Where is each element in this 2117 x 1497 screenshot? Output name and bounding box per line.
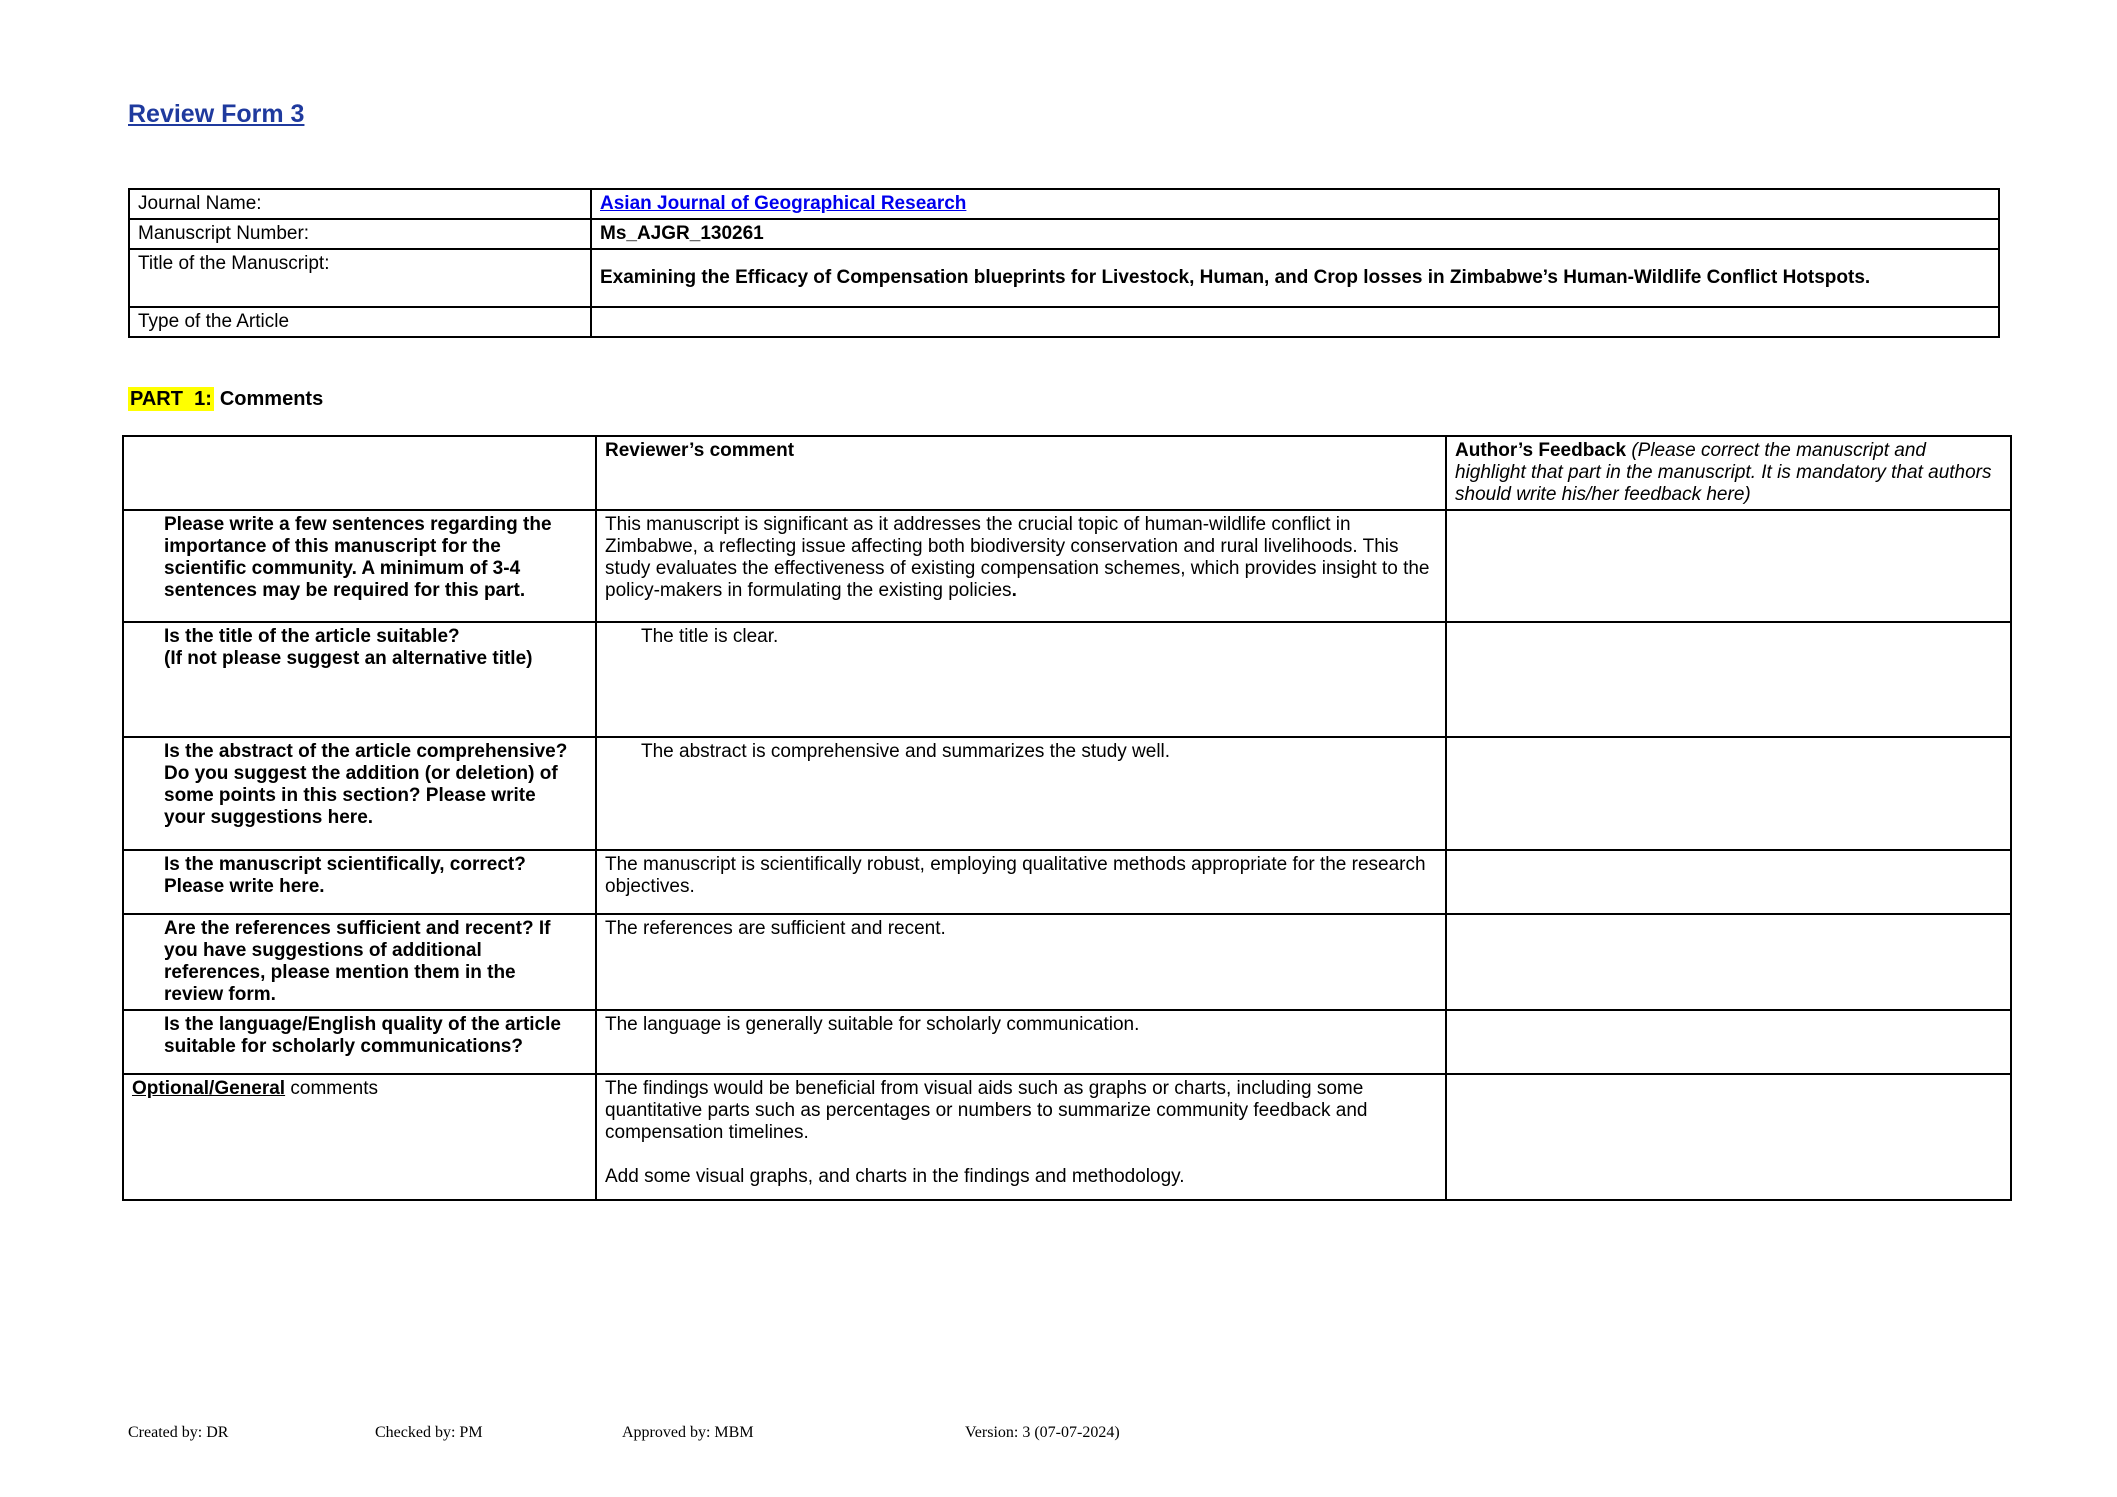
comment-optional	[596, 1074, 1446, 1200]
footer-created-by: Created by: DR	[128, 1424, 229, 1441]
page-title[interactable]: Review Form 3	[128, 100, 305, 128]
comment-text: The language is generally suitable for scholarly communication.	[605, 1014, 1140, 1035]
comment-paragraph-1: The findings would be beneficial from visual aids such as graphs or charts, including some quantitative parts such as percentages or numbers to summarize community feedback and compensation timelines.	[605, 1078, 1368, 1143]
manuscript-number-value: Ms_AJGR_130261	[591, 219, 1999, 249]
question-language: Is the language/English quality of the article suitable for scholarly communications?	[123, 1010, 596, 1074]
question-line2: (If not please suggest an alternative title)	[164, 648, 533, 669]
feedback-title-suitable[interactable]	[1446, 622, 2011, 737]
comment-title-suitable	[596, 622, 1446, 737]
question-importance: Please write a few sentences regarding the importance of this manuscript for the scientific community. A minimum of 3-4 sentences may be required for this part.	[123, 510, 596, 622]
comment-text: This manuscript is significant as it addresses the crucial topic of human-wildlife conflict in Zimbabwe, a reflecting issue affecting both biodiversity conservation and rural livelihoods. This study evaluates the effectiveness of existing compensation schemes, which provides insight to the policy-makers in formulating the existing policies	[605, 514, 1430, 601]
table-row-references	[123, 914, 2011, 1010]
question-title-suitable	[123, 622, 596, 737]
info-row-journal	[129, 189, 1999, 219]
manuscript-number-label: Manuscript Number:	[129, 219, 591, 249]
footer-version: Version: 3 (07-07-2024)	[965, 1424, 1120, 1441]
question-scientific: Is the manuscript scientifically, correct? Please write here.	[123, 850, 596, 914]
manuscript-title-label: Title of the Manuscript:	[129, 249, 591, 307]
part1-badge: PART 1:	[130, 388, 212, 410]
comments-table	[122, 435, 2012, 1201]
author-feedback-header-bold: Author’s Feedback	[1455, 440, 1632, 461]
optional-comments-label-rest: comments	[285, 1078, 379, 1099]
journal-name-label: Journal Name:	[129, 189, 591, 219]
feedback-importance[interactable]	[1446, 510, 2011, 622]
feedback-references[interactable]	[1446, 914, 2011, 1010]
article-type-value	[591, 307, 1999, 337]
table-row-title-suitable	[123, 622, 2011, 737]
manuscript-title-value: Examining the Efficacy of Compensation blueprints for Livestock, Human, and Crop losses in Zimbabwe’s Human-Wildlife Conflict Hotspots.	[591, 249, 1999, 307]
comment-text: The title is clear.	[641, 626, 779, 647]
optional-general-label: Optional/General	[132, 1078, 286, 1099]
footer-checked-by: Checked by: PM	[375, 1424, 483, 1441]
info-row-manuscript-number	[129, 219, 1999, 249]
manuscript-info-table	[128, 188, 2000, 338]
part1-heading-text: Comments	[219, 388, 324, 410]
question-optional-comments	[123, 1074, 596, 1200]
footer-approved-by: Approved by: MBM	[622, 1424, 754, 1441]
table-row-optional-comments	[123, 1074, 2011, 1200]
info-row-title	[129, 249, 1999, 307]
comments-header-row	[123, 436, 2011, 510]
journal-name-value	[591, 189, 1999, 219]
table-row-language	[123, 1010, 2011, 1074]
comment-text: The references are sufficient and recent.	[605, 918, 946, 939]
comment-text-suffix: .	[1011, 580, 1017, 601]
comment-scientific	[596, 850, 1446, 914]
comment-abstract	[596, 737, 1446, 850]
table-row-importance	[123, 510, 2011, 622]
reviewer-comment-header: Reviewer’s comment	[596, 436, 1446, 510]
feedback-scientific[interactable]	[1446, 850, 2011, 914]
journal-link[interactable]: Asian Journal of Geographical Research	[600, 193, 967, 214]
part1-heading	[128, 388, 323, 411]
question-line1: Is the title of the article suitable?	[164, 626, 460, 647]
author-feedback-header	[1446, 436, 2011, 510]
author-feedback-header-note: (Please correct the manuscript and highlight that part in the manuscript. It is mandatory that authors should write his/her feedback here)	[1455, 440, 1992, 505]
question-references: Are the references sufficient and recent? If you have suggestions of additional references, please mention them in the review form.	[123, 914, 596, 1010]
feedback-optional[interactable]	[1446, 1074, 2011, 1200]
comment-references	[596, 914, 1446, 1010]
comment-paragraph-2: Add some visual graphs, and charts in the findings and methodology.	[605, 1166, 1185, 1187]
question-abstract: Is the abstract of the article comprehensive? Do you suggest the addition (or deletion) of some points in this section? Please write your suggestions here.	[123, 737, 596, 850]
table-row-abstract	[123, 737, 2011, 850]
corner-cell	[123, 436, 596, 510]
comment-language	[596, 1010, 1446, 1074]
comment-text: The manuscript is scientifically robust, employing qualitative methods appropriate for the research objectives.	[605, 854, 1426, 897]
table-row-scientific	[123, 850, 2011, 914]
info-row-article-type	[129, 307, 1999, 337]
comment-importance	[596, 510, 1446, 622]
article-type-label: Type of the Article	[129, 307, 591, 337]
feedback-language[interactable]	[1446, 1010, 2011, 1074]
comment-text: The abstract is comprehensive and summarizes the study well.	[641, 741, 1171, 762]
feedback-abstract[interactable]	[1446, 737, 2011, 850]
footer	[0, 1424, 2117, 1448]
